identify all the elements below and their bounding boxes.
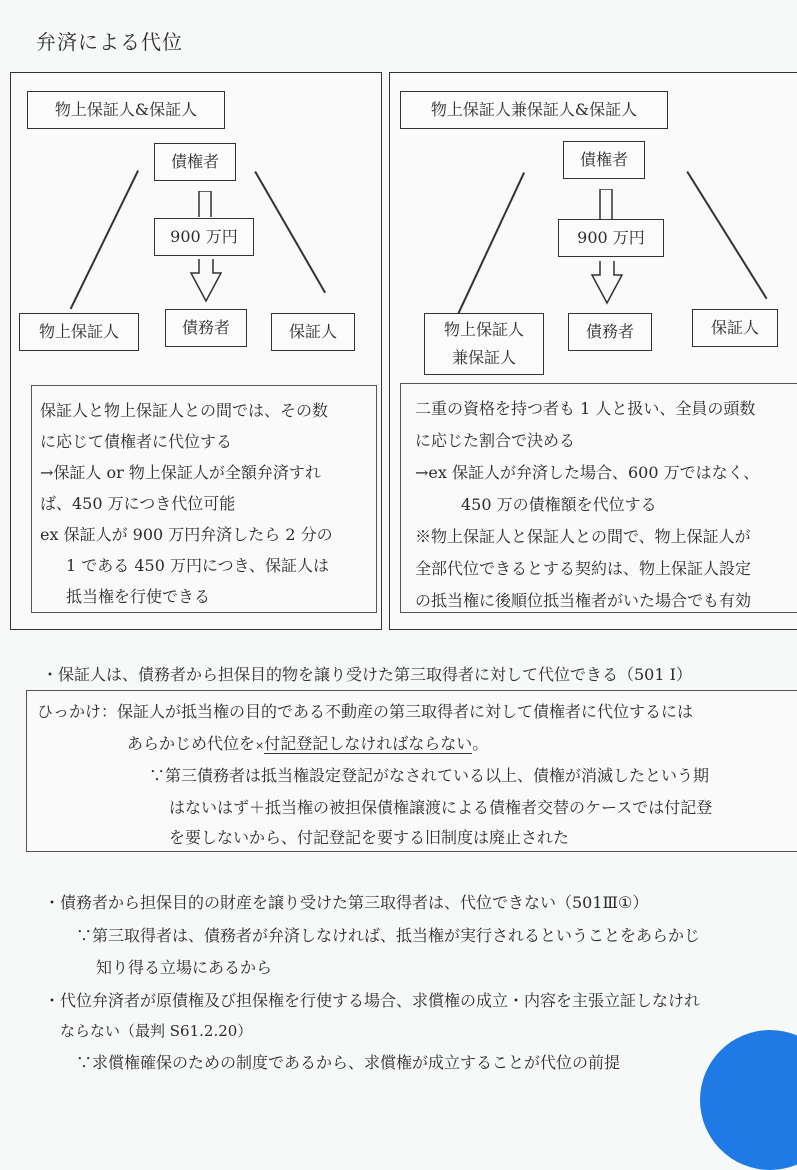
right-node-guarantor-label: 保証人 — [710, 318, 759, 337]
left-notes-box — [31, 385, 377, 613]
wrong-mark-icon: × — [255, 739, 265, 752]
bullet-guarantor-subrogation: ・保証人は、債務者から担保目的物を譲り受けた第三取得者に対して代位できる（501 Ⅰ） — [42, 665, 692, 684]
right-node-debtor — [568, 313, 652, 351]
bullet-subrogation-proof-reason: ∵求償権確保のための制度であるから、求償権が成立することが代位の前提 — [76, 1053, 621, 1072]
left-amount-label: 900 万円 — [170, 227, 238, 246]
right-node-debtor-label: 債務者 — [585, 322, 634, 341]
left-note-line: 抵当権を行使できる — [66, 587, 211, 606]
left-node-guarantor-label: 保証人 — [288, 322, 337, 341]
left-header-label: 物上保証人&保証人 — [54, 100, 198, 119]
right-node-dual-role-line1: 物上保証人 — [443, 320, 524, 339]
right-diagonal-line — [255, 171, 326, 293]
right-amount-box — [558, 219, 664, 257]
bullet-subrogation-proof-cont: ならない（最判 S61.2.20） — [60, 1022, 253, 1040]
right-note-line: に応じた割合で決める — [415, 431, 576, 450]
trap-line-3: ∵第三債務者は抵当権設定登記がなされている以上、債権が消滅したという期 — [149, 766, 710, 785]
left-diagonal-line — [454, 172, 525, 321]
right-creditor-label: 債権者 — [579, 150, 628, 169]
trap-line-5: を要しないから、付記登記を要する旧制度は廃止された — [169, 828, 570, 847]
floating-action-button[interactable] — [700, 1030, 797, 1170]
right-note-line: 450 万の債権額を代位する — [461, 495, 657, 514]
left-note-line: 1 である 450 万円につき、保証人は — [66, 556, 330, 575]
right-amount-label: 900 万円 — [577, 228, 645, 247]
right-diagonal-line — [687, 171, 768, 299]
left-note-line: ex 保証人が 900 万円弁済したら 2 分の — [40, 525, 333, 544]
left-diagonal-line — [70, 170, 139, 309]
left-diagram-panel — [10, 72, 382, 630]
left-note-line: に応じて債権者に代位する — [40, 432, 233, 451]
left-node-mono-guarantor — [19, 313, 139, 351]
left-note-line: ば、450 万につき代位可能 — [40, 494, 236, 513]
bullet-subrogation-proof: ・代位弁済者が原債権及び担保権を行使する場合、求償権の成立・内容を主張立証しなけれ — [44, 991, 701, 1010]
trap-line-1: ひっかけ：保証人が抵当権の目的である不動産の第三取得者に対して債権者に代位するには — [37, 702, 694, 721]
right-note-line: 二重の資格を持つ者も 1 人と扱い、全員の頭数 — [415, 399, 756, 418]
trap-line-2 — [127, 731, 488, 754]
trap-line-2-pre: あらかじめ代位を — [127, 734, 256, 753]
left-header-box — [27, 91, 225, 129]
trap-line-2-post: 。 — [472, 734, 489, 753]
trap-box — [26, 690, 797, 852]
bullet-third-acquirer-reason-cont: 知り得る立場にあるから — [96, 958, 273, 977]
right-node-dual-role — [424, 313, 544, 375]
trap-line-2-underlined: 付記登記しなければならない — [264, 734, 473, 753]
left-note-line: 保証人と物上保証人との間では、その数 — [40, 401, 329, 420]
left-node-mono-guarantor-label: 物上保証人 — [38, 322, 119, 341]
left-node-debtor-label: 債務者 — [181, 318, 230, 337]
right-header-label: 物上保証人兼保証人&保証人 — [430, 100, 638, 119]
bullet-third-acquirer-reason: ∵第三取得者は、債務者が弁済しなければ、抵当権が実行されるということをあらかじ — [76, 926, 701, 945]
right-notes-box — [400, 383, 797, 613]
bullet-third-acquirer: ・債務者から担保目的の財産を譲り受けた第三取得者は、代位できない（501Ⅲ①） — [44, 893, 649, 912]
right-diagram-panel — [389, 72, 797, 630]
trap-line-4: はないはず＋抵当権の被担保債権譲渡による債権者交替のケースでは付記登 — [169, 798, 713, 817]
right-header-box — [400, 91, 668, 129]
left-node-guarantor — [271, 313, 355, 351]
right-node-dual-role-line2: 兼保証人 — [451, 348, 516, 367]
left-node-debtor — [165, 309, 247, 347]
right-node-guarantor — [692, 309, 778, 347]
right-note-line: の抵当権に後順位抵当権者がいた場合でも有効 — [415, 591, 752, 610]
right-creditor-box — [563, 141, 645, 179]
left-amount-box — [154, 218, 254, 256]
right-note-line: 全部代位できるとする契約は、物上保証人設定 — [415, 559, 752, 578]
page-title: 弁済による代位 — [36, 30, 183, 54]
right-note-line: ※物上保証人と保証人との間で、物上保証人が — [415, 527, 751, 546]
right-note-line: →ex 保証人が弁済した場合、600 万ではなく、 — [415, 463, 760, 482]
left-note-line: →保証人 or 物上保証人が全額弁済すれ — [40, 463, 321, 482]
left-creditor-label: 債権者 — [170, 152, 219, 171]
left-creditor-box — [154, 143, 236, 181]
